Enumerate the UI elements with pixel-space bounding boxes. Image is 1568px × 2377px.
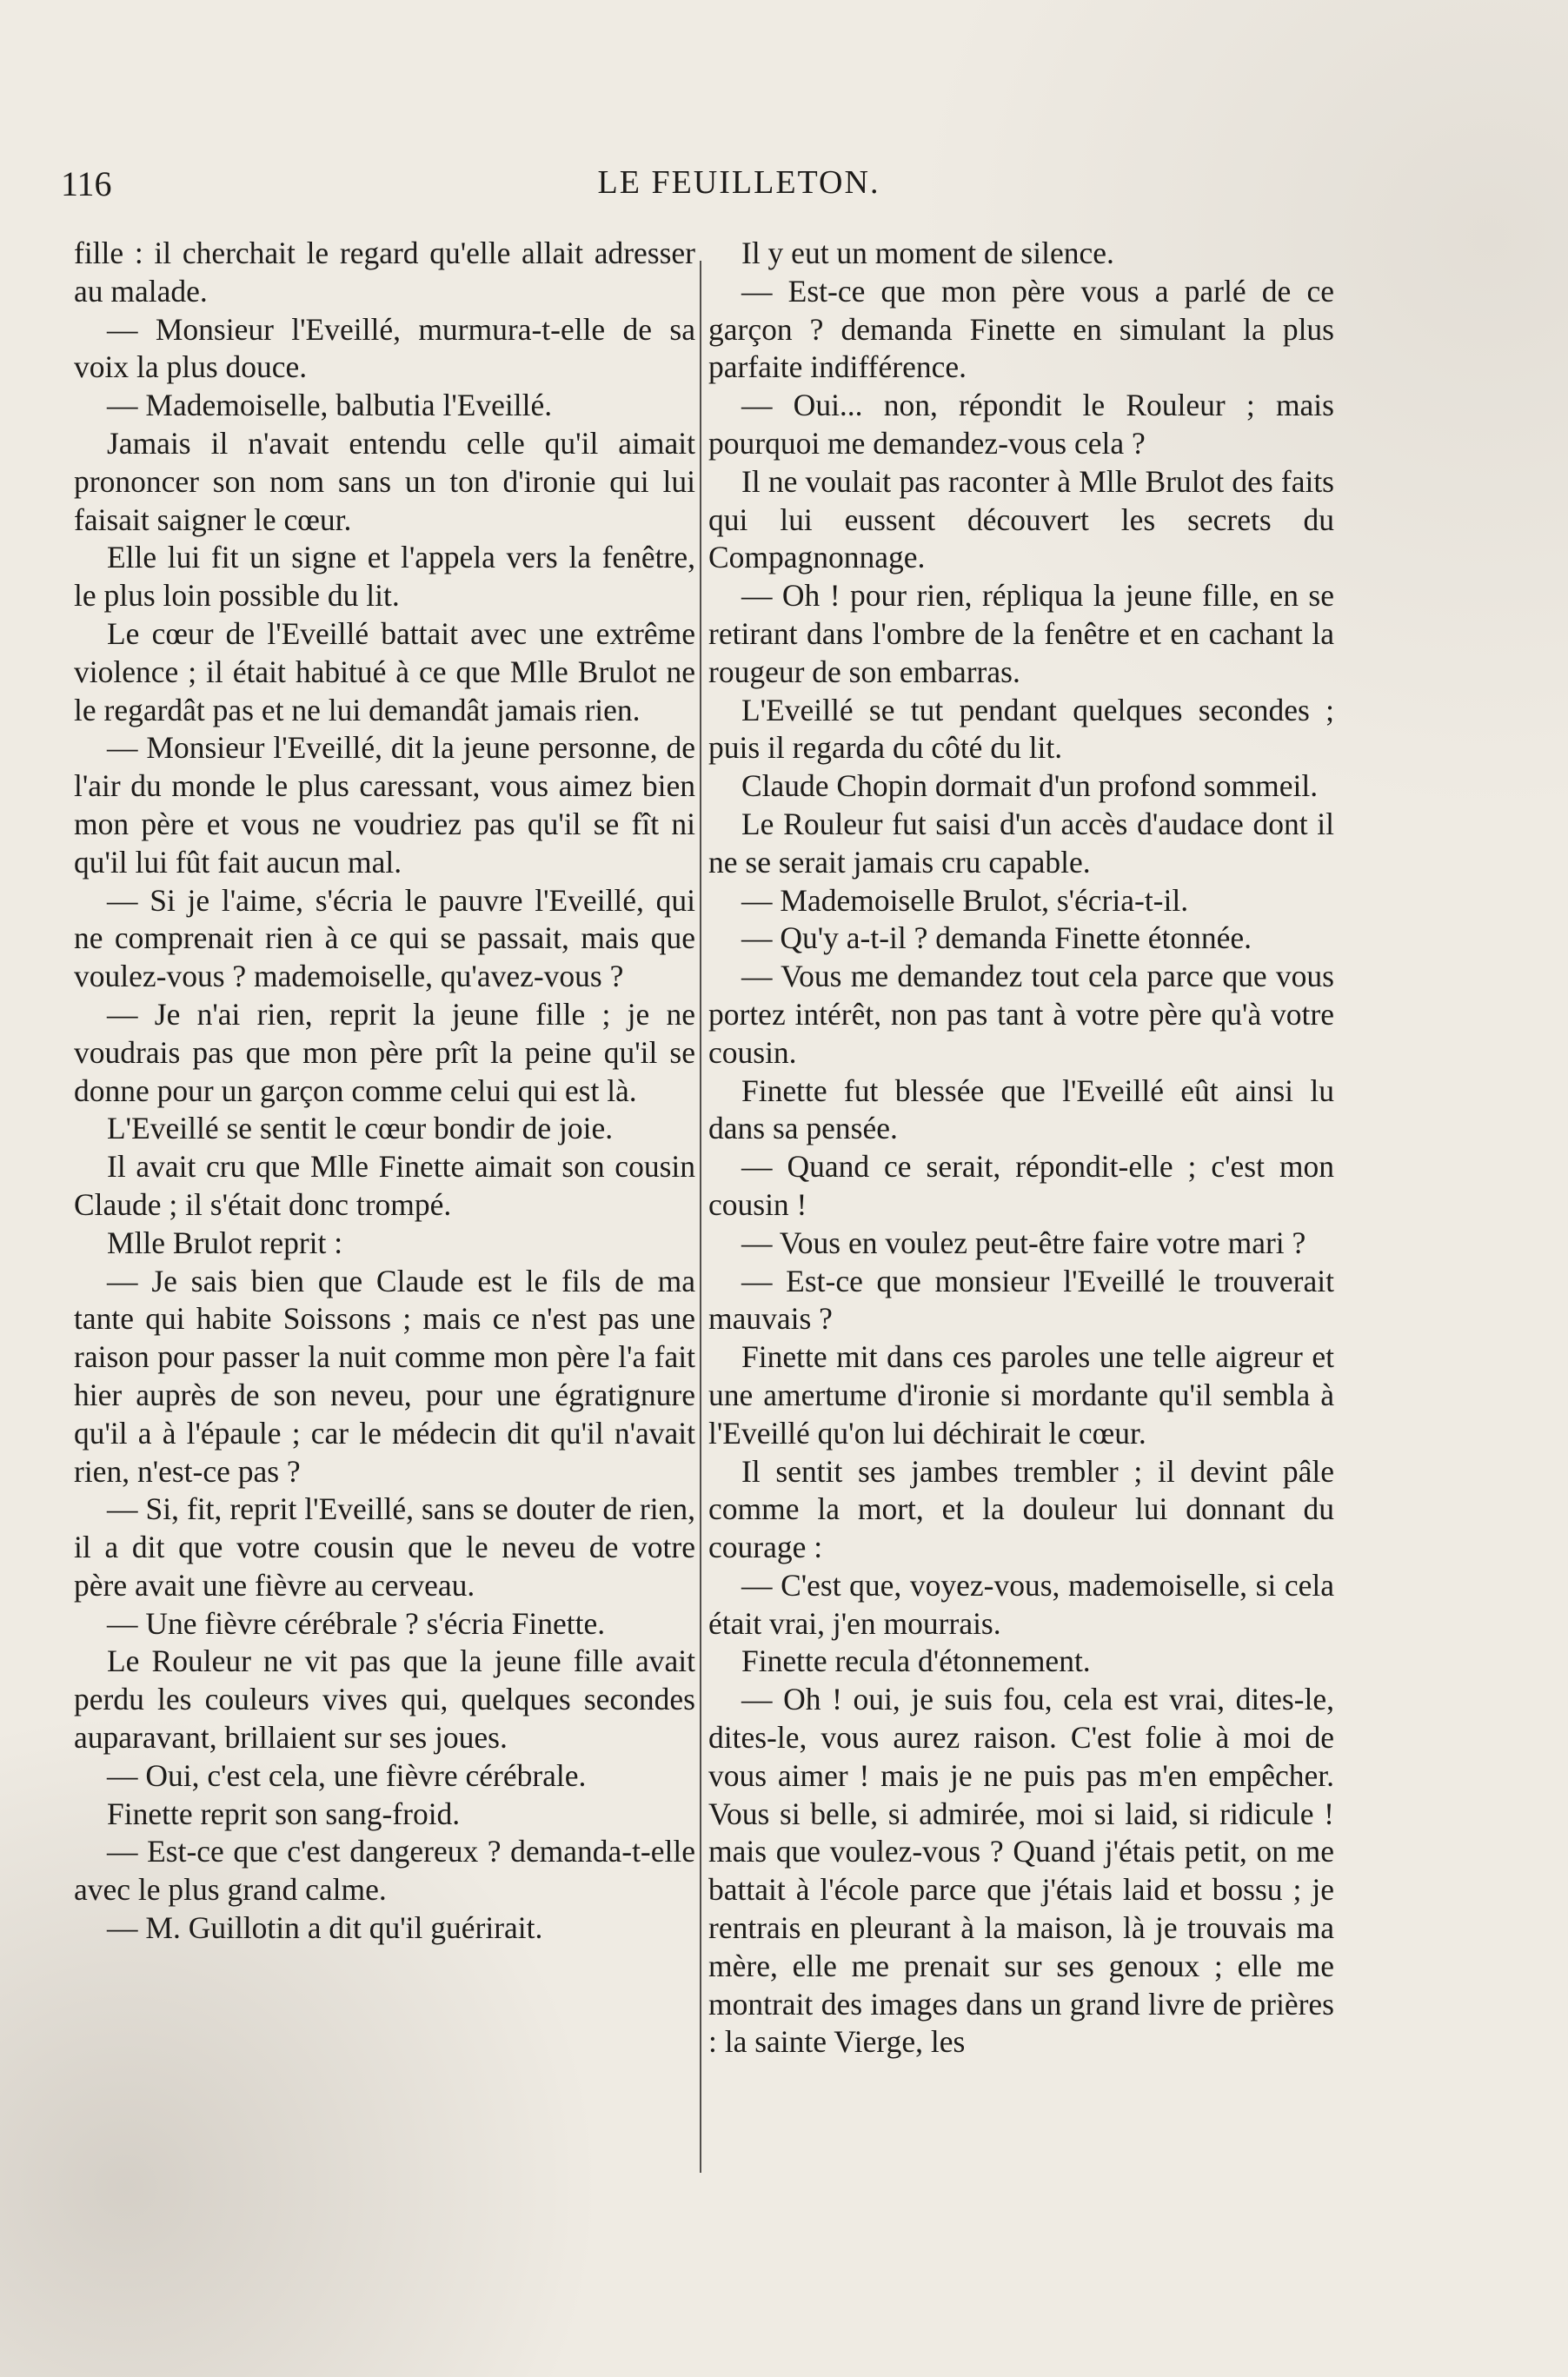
paragraph: Finette recula d'étonnement. [741,1643,1091,1679]
paragraph: L'Eveillé se tut pendant quelques secondes ; puis il regarda du côté du lit. [708,692,1334,766]
paragraph: — Monsieur l'Eveillé, dit la jeune personne, de l'air du monde le plus caressant, vous aimez bien mon père et vous ne voudriez pas qu'il se fît ni qu'il lui fût fait aucun mal. [74,730,695,880]
paragraph: Il sentit ses jambes trembler ; il devint pâle comme la mort, et la douleur lui donnant du courage : [708,1453,1334,1565]
paragraph: — Est-ce que monsieur l'Eveillé le trouverait mauvais ? [708,1263,1334,1337]
column-divider [700,261,701,2173]
paragraph: Il y eut un moment de silence. [741,236,1114,270]
paragraph: — Si, fit, reprit l'Eveillé, sans se douter de rien, il a dit que votre cousin que le neveu de votre père avait une fièvre au cerveau. [74,1491,695,1603]
paragraph: — Si je l'aime, s'écria le pauvre l'Eveillé, qui ne comprenait rien à ce qui se passait, mais que voulez-vous ? mademoiselle, qu'avez-vous ? [74,882,695,994]
paragraph: — Oui... non, répondit le Rouleur ; mais pourquoi me demandez-vous cela ? [708,388,1334,461]
paragraph: — Une fièvre cérébrale ? s'écria Finette. [107,1605,606,1641]
paragraph: — C'est que, voyez-vous, mademoiselle, si cela était vrai, j'en mourrais. [708,1567,1334,1641]
paragraph: Elle lui fit un signe et l'appela vers la fenêtre, le plus loin possible du lit. [74,540,695,614]
paragraph: — Oh ! pour rien, répliqua la jeune fille, en se retirant dans l'ombre de la fenêtre et en cachant la rougeur de son embarras. [708,578,1334,689]
paragraph: Mlle Brulot reprit : [107,1225,343,1260]
paragraph: — Je sais bien que Claude est le fils de ma tante qui habite Soissons ; mais ce n'est pas une raison pour passer la nuit comme mon père l'a fait hier auprès de son neveu, pour une égratignure qu'il a à l'épaule ; car le médecin dit qu'il n'avait rien, n'est-ce pas ? [74,1263,695,1489]
paragraph: — Oh ! oui, je suis fou, cela est vrai, dites-le, dites-le, vous aurez raison. C'est folie à moi de vous aimer ! mais je ne puis pas m'en empêcher. Vous si belle, si admirée, moi si laid, si ridicule ! mais que voulez-vous ? Quand j'étais petit, on me battait à l'école parce que j'étais laid et bossu ; je rentrais en pleurant à la maison, là je trouvais ma mère, elle me prenait sur ses genoux ; elle me montrait des images dans un grand livre de prières : la sainte Vierge, les [708,1682,1334,2060]
paragraph: — Mademoiselle, balbutia l'Eveillé. [107,388,553,423]
right-text-column [708,235,1334,2062]
running-title: LE FEUILLETON. [597,164,880,201]
paragraph: — Monsieur l'Eveillé, murmura-t-elle de sa voix la plus douce. [74,311,695,385]
paragraph: Finette reprit son sang-froid. [107,1796,461,1831]
paragraph: — Quand ce serait, répondit-elle ; c'est mon cousin ! [708,1149,1334,1222]
paragraph: Finette fut blessée que l'Eveillé eût ainsi lu dans sa pensée. [708,1072,1334,1146]
page-header [61,163,1417,216]
page-number: 116 [61,164,112,203]
paragraph: Jamais il n'avait entendu celle qu'il aimait prononcer son nom sans un ton d'ironie qui lui faisait saigner le cœur. [74,425,695,537]
paragraph: Le cœur de l'Eveillé battait avec une extrême violence ; il était habitué à ce que Mlle Brulot ne le regardât pas et ne lui demandât jamais rien. [74,615,695,727]
paragraph: Il avait cru que Mlle Finette aimait son cousin Claude ; il s'était donc trompé. [74,1149,695,1222]
left-text-column [74,235,695,1948]
paragraph: L'Eveillé se sentit le cœur bondir de joie. [107,1111,614,1146]
paragraph: Claude Chopin dormait d'un profond sommeil. [741,768,1319,804]
paragraph: Il ne voulait pas raconter à Mlle Brulot des faits qui lui eussent découvert les secrets du Compagnonnage. [708,463,1334,575]
paragraph: Le Rouleur fut saisi d'un accès d'audace dont il ne se serait jamais cru capable. [708,806,1334,880]
paragraph: — Je n'ai rien, reprit la jeune fille ; je ne voudrais pas que mon père prît la peine qu'il se donne pour un garçon comme celui qui est là. [74,996,695,1108]
paragraph: Le Rouleur ne vit pas que la jeune fille avait perdu les couleurs vives qui, quelques secondes auparavant, brillaient sur ses joues. [74,1643,695,1756]
paragraph: — Mademoiselle Brulot, s'écria-t-il. [741,882,1189,918]
paragraph: — Qu'y a-t-il ? demanda Finette étonnée. [741,920,1252,956]
paragraph: — Oui, c'est cela, une fièvre cérébrale. [107,1757,587,1793]
paragraph: — Est-ce que c'est dangereux ? demanda-t-elle avec le plus grand calme. [74,1834,695,1908]
paragraph: — Vous en voulez peut-être faire votre mari ? [741,1225,1306,1260]
paragraph: fille : il cherchait le regard qu'elle allait adresser au malade. [74,236,695,309]
paragraph: — Vous me demandez tout cela parce que vous portez intérêt, non pas tant à votre père qu'à votre cousin. [708,959,1334,1070]
paragraph: Finette mit dans ces paroles une telle aigreur et une amertume d'ironie si mordante qu'il sembla à l'Eveillé qu'on lui déchirait le cœur. [708,1339,1334,1451]
paragraph: — M. Guillotin a dit qu'il guérirait. [107,1910,543,1946]
paragraph: — Est-ce que mon père vous a parlé de ce garçon ? demanda Finette en simulant la plus parfaite indifférence. [708,273,1334,385]
